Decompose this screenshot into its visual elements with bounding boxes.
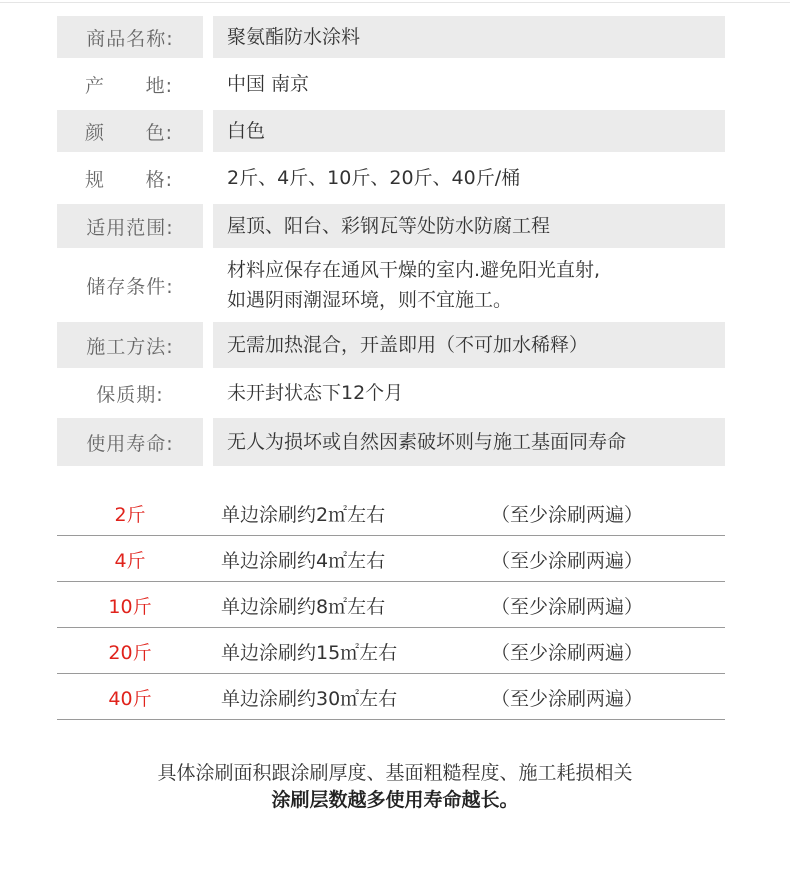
coverage-weight: 10斤 bbox=[108, 595, 152, 618]
footer-line-2: 涂刷层数越多使用寿命越长。 bbox=[271, 789, 519, 811]
spec-value: 屋顶、阳台、彩钢瓦等处防水防腐工程 bbox=[213, 204, 725, 248]
coverage-desc: 单边涂刷约15㎡左右 bbox=[221, 641, 398, 664]
spec-value: 中国 南京 bbox=[227, 73, 310, 95]
coverage-row bbox=[57, 537, 725, 582]
spec-row-color bbox=[57, 110, 725, 152]
spec-label: 商品名称: bbox=[57, 16, 203, 58]
top-divider bbox=[0, 2, 790, 3]
spec-value: 2斤、4斤、10斤、20斤、40斤/桶 bbox=[227, 167, 521, 189]
spec-label: 保质期: bbox=[96, 383, 164, 406]
coverage-weight: 4斤 bbox=[114, 549, 146, 572]
spec-label: 使用寿命: bbox=[57, 418, 203, 466]
coverage-note: （至少涂刷两遍） bbox=[491, 595, 644, 618]
coverage-row bbox=[57, 583, 725, 628]
coverage-table bbox=[57, 491, 725, 721]
spec-label: 产 地: bbox=[85, 74, 173, 97]
coverage-desc: 单边涂刷约4㎡左右 bbox=[221, 549, 386, 572]
spec-label: 储存条件: bbox=[86, 275, 174, 298]
spec-row-name bbox=[57, 16, 725, 58]
footer-note bbox=[0, 760, 790, 814]
spec-value: 无人为损坏或自然因素破坏则与施工基面同寿命 bbox=[213, 418, 725, 466]
spec-row-storage bbox=[57, 253, 725, 317]
spec-value: 材料应保存在通风干燥的室内.避免阳光直射, 如遇阴雨潮湿环境，则不宜施工。 bbox=[227, 259, 601, 311]
spec-row-specification bbox=[57, 157, 725, 199]
coverage-desc: 单边涂刷约30㎡左右 bbox=[221, 687, 398, 710]
spec-label: 规 格: bbox=[85, 168, 173, 191]
coverage-desc: 单边涂刷约8㎡左右 bbox=[221, 595, 386, 618]
footer-line-1: 具体涂刷面积跟涂刷厚度、基面粗糙程度、施工耗损相关 bbox=[157, 762, 633, 784]
coverage-weight: 2斤 bbox=[114, 503, 146, 526]
spec-value: 白色 bbox=[213, 110, 725, 152]
coverage-note: （至少涂刷两遍） bbox=[491, 503, 644, 526]
coverage-row bbox=[57, 491, 725, 536]
spec-label: 适用范围: bbox=[57, 204, 203, 248]
coverage-note: （至少涂刷两遍） bbox=[491, 549, 644, 572]
coverage-desc: 单边涂刷约2㎡左右 bbox=[221, 503, 386, 526]
coverage-note: （至少涂刷两遍） bbox=[491, 641, 644, 664]
coverage-weight: 20斤 bbox=[108, 641, 152, 664]
coverage-weight: 40斤 bbox=[108, 687, 152, 710]
spec-value: 无需加热混合，开盖即用（不可加水稀释） bbox=[213, 322, 725, 368]
spec-row-origin bbox=[57, 63, 725, 105]
spec-value: 聚氨酯防水涂料 bbox=[213, 16, 725, 58]
coverage-row bbox=[57, 675, 725, 720]
spec-row-shelf-life bbox=[57, 373, 725, 413]
spec-row-application bbox=[57, 204, 725, 248]
spec-value: 未开封状态下12个月 bbox=[227, 382, 404, 404]
spec-row-service-life bbox=[57, 418, 725, 466]
spec-table bbox=[57, 16, 725, 471]
coverage-note: （至少涂刷两遍） bbox=[491, 687, 644, 710]
spec-label: 施工方法: bbox=[57, 322, 203, 368]
coverage-row bbox=[57, 629, 725, 674]
spec-label: 颜 色: bbox=[57, 110, 203, 152]
spec-row-method bbox=[57, 322, 725, 368]
